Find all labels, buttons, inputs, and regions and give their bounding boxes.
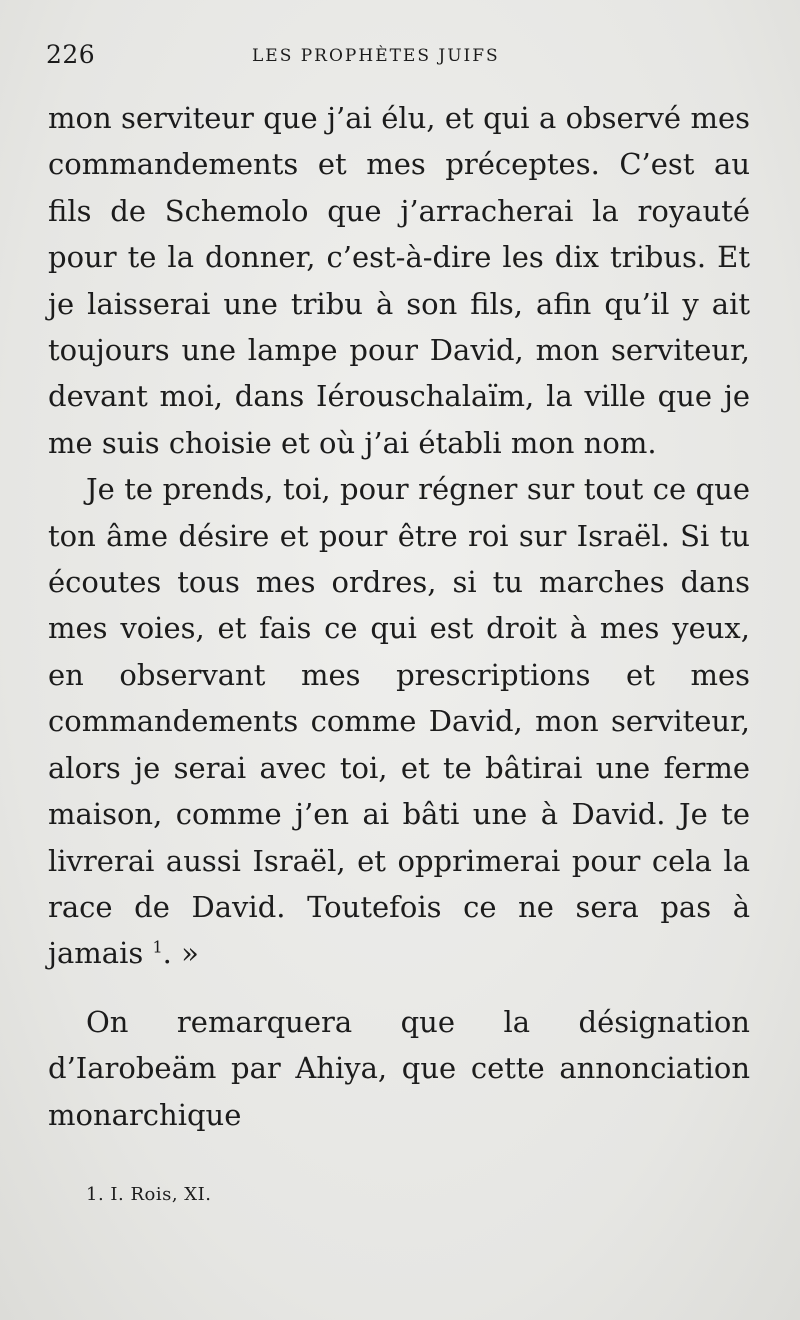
body-text [48, 95, 750, 1138]
paragraph-2 [48, 466, 750, 976]
paragraph-3: On remarquera que la désignation d’Iarobeäm par Ahiya, que cette annonciation monarchique [48, 1004, 750, 1132]
page-number: 226 [46, 40, 96, 69]
paragraph-2-text: Je te prends, toi, pour régner sur tout ce que ton âme désire et pour être roi sur Israël. Si tu écoutes tous mes ordres, si tu marches dans mes voies, et fais ce qui est droit à mes yeux, en observant mes prescriptions et mes commandements comme David, mon serviteur, alors je serai avec toi, et te bâtirai une ferme maison, comme j’en ai bâti une à David. Je te livrerai aussi Israël, et opprimerai pour cela la race de David. Toutefois ce ne sera pas à jamais [48, 472, 750, 971]
footnote-reference: 1 [152, 937, 163, 957]
page-header [46, 40, 746, 74]
footnote: 1. I. Rois, XI. [86, 1184, 212, 1205]
running-title: LES PROPHÈTES JUIFS [252, 46, 500, 66]
paragraph-1: mon serviteur que j’ai élu, et qui a observé mes commandements et mes préceptes. C’est au fils de Schemolo que j’arracherai la royauté pour te la donner, c’est-à-dire les dix tribus. Et je laisserai une tribu à son fils, afin qu’il y ait toujours une lampe pour David, mon serviteur, devant moi, dans Iérouschalaïm, la ville que je me suis choisie et où j’ai établi mon nom. [48, 101, 750, 460]
quote-close: . » [162, 936, 199, 971]
